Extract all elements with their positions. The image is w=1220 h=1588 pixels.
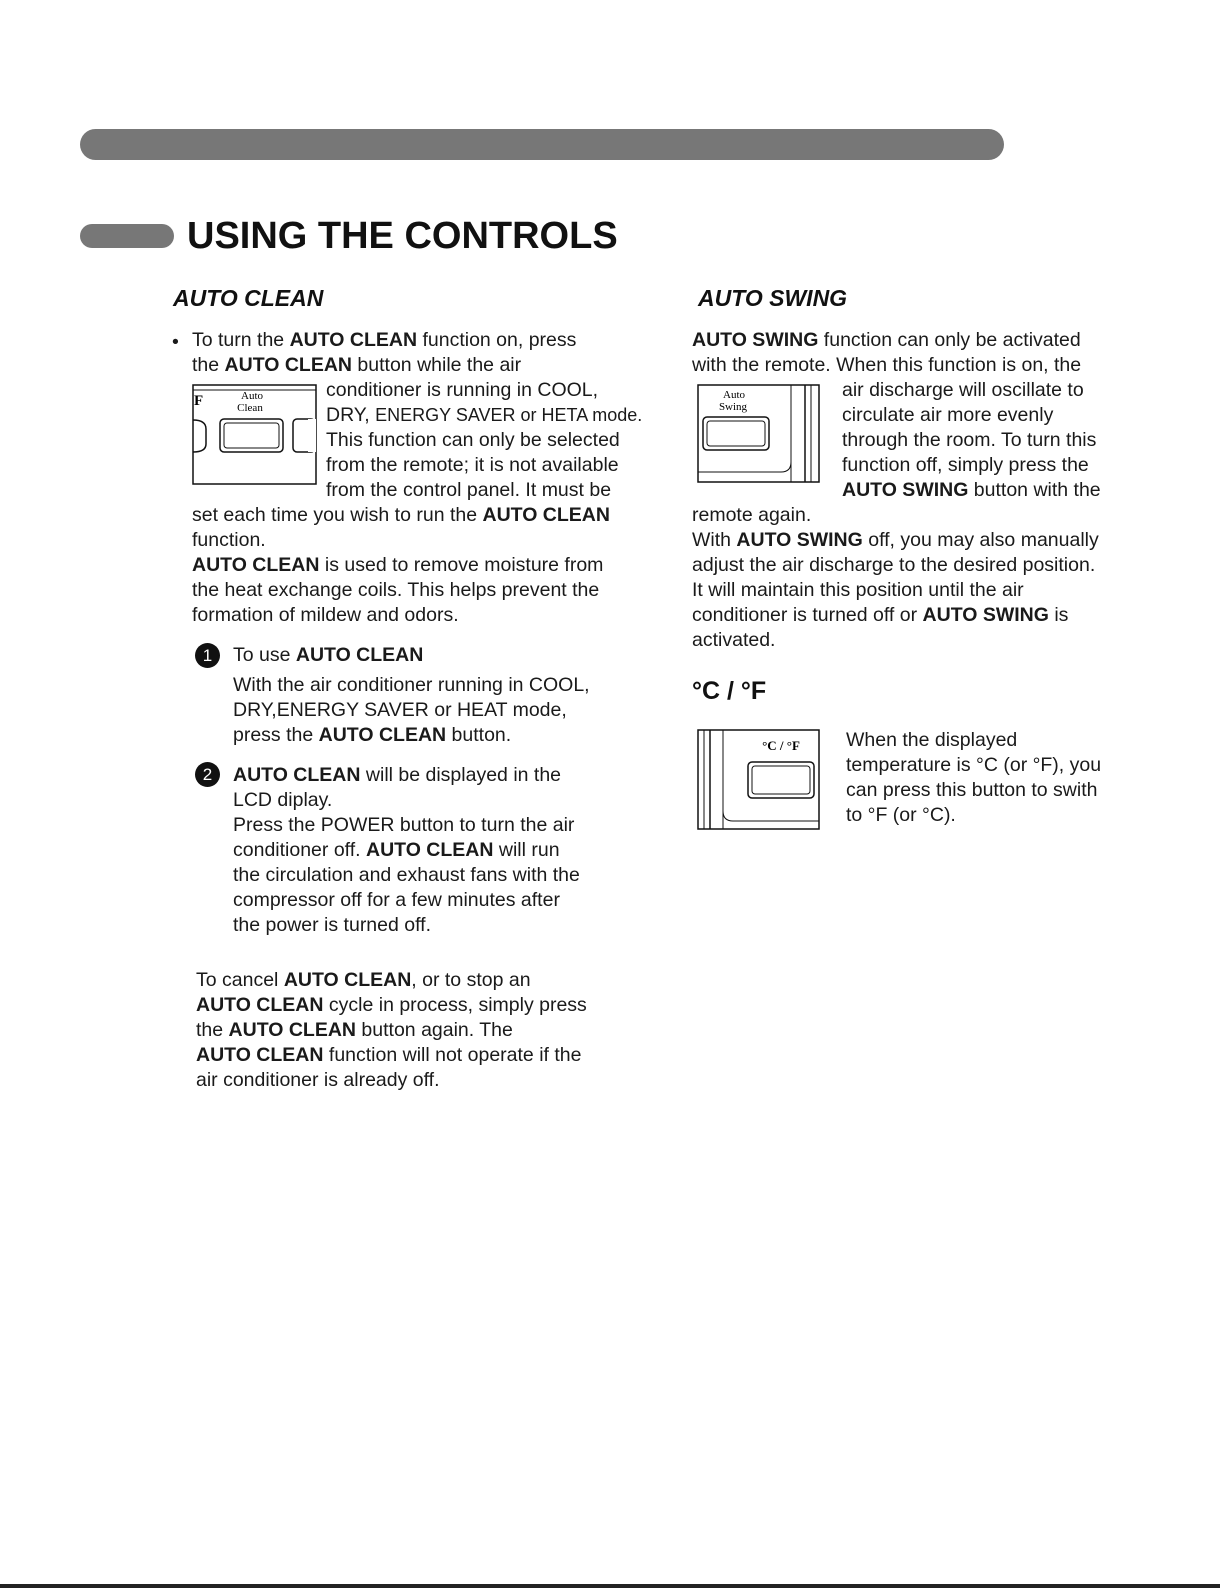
- step-2-line: the power is turned off.: [233, 914, 432, 936]
- auto-swing-line: AUTO SWING button with the: [842, 479, 1101, 501]
- auto-swing-line: adjust the air discharge to the desired position.: [692, 554, 1096, 576]
- auto-swing-line: through the room. To turn this: [842, 429, 1097, 451]
- auto-clean-intro-line: the heat exchange coils. This helps prevent the: [192, 579, 600, 601]
- cancel-line: AUTO CLEAN cycle in process, simply press: [196, 994, 587, 1016]
- svg-text:°C / °F: °C / °F: [762, 738, 800, 753]
- cf-line: to °F (or °C).: [846, 804, 956, 826]
- svg-text:Auto: Auto: [723, 389, 745, 401]
- auto-swing-line: remote again.: [692, 504, 812, 526]
- svg-text:Clean: Clean: [237, 402, 263, 414]
- auto-swing-heading: AUTO SWING: [698, 285, 848, 311]
- auto-swing-line: circulate air more evenly: [842, 404, 1054, 426]
- cancel-line: air conditioner is already off.: [196, 1069, 440, 1091]
- auto-swing-line: function off, simply press the: [842, 454, 1089, 476]
- auto-clean-intro-line: conditioner is running in COOL,: [326, 379, 599, 401]
- bullet-icon: •: [172, 331, 179, 353]
- auto-swing-line: activated.: [692, 629, 776, 651]
- cancel-line: the AUTO CLEAN button again. The: [196, 1019, 513, 1041]
- auto-clean-intro-line: function.: [192, 529, 266, 551]
- step-2-line: AUTO CLEAN will be displayed in the: [233, 764, 562, 786]
- auto-clean-intro-line: from the control panel. It must be: [326, 479, 612, 501]
- auto-clean-intro-line: set each time you wish to run the AUTO CLEAN: [192, 504, 610, 526]
- cf-button-illustration: [697, 729, 821, 831]
- title-marker: [80, 224, 174, 248]
- auto-swing-line: air discharge will oscillate to: [842, 379, 1084, 401]
- cf-heading: °C / °F: [692, 677, 767, 705]
- step-2-line: Press the POWER button to turn the air: [233, 814, 575, 836]
- header-bar: [80, 129, 1004, 160]
- step-2-line: the circulation and exhaust fans with the: [233, 864, 580, 886]
- step-2-number-badge: 2: [195, 762, 220, 787]
- step-2-line: compressor off for a few minutes after: [233, 889, 560, 911]
- auto-swing-line: conditioner is turned off or AUTO SWING is: [692, 604, 1069, 626]
- auto-swing-button-illustration: [697, 384, 821, 484]
- step-1-number-badge: 1: [195, 643, 220, 668]
- auto-clean-heading: AUTO CLEAN: [173, 285, 324, 311]
- cancel-line: To cancel AUTO CLEAN, or to stop an: [196, 969, 531, 991]
- step-1-line: press the AUTO CLEAN button.: [233, 724, 512, 746]
- cancel-line: AUTO CLEAN function will not operate if the: [196, 1044, 582, 1066]
- step-1-title: To use AUTO CLEAN: [233, 644, 424, 666]
- step-1-line: DRY,ENERGY SAVER or HEAT mode,: [233, 699, 567, 721]
- step-2-line: LCD diplay.: [233, 789, 333, 811]
- page-title: USING THE CONTROLS: [187, 215, 618, 257]
- step-1-line: With the air conditioner running in COOL,: [233, 674, 590, 696]
- cf-line: can press this button to swith: [846, 779, 1098, 801]
- step-2-line: conditioner off. AUTO CLEAN will run: [233, 839, 560, 861]
- auto-clean-intro-line: the AUTO CLEAN button while the air: [192, 354, 522, 376]
- svg-text:Auto: Auto: [241, 390, 263, 402]
- auto-swing-line: with the remote. When this function is on, the: [692, 354, 1082, 376]
- auto-clean-intro-line: This function can only be selected: [326, 429, 620, 451]
- auto-swing-line: AUTO SWING function can only be activated: [692, 329, 1081, 351]
- auto-swing-line: It will maintain this position until the air: [692, 579, 1024, 601]
- auto-clean-intro-line: DRY, ENERGY SAVER or HETA mode.: [326, 404, 643, 426]
- auto-clean-intro-line: AUTO CLEAN is used to remove moisture from: [192, 554, 604, 576]
- svg-text:Swing: Swing: [718, 401, 748, 413]
- svg-text:F: F: [194, 393, 204, 409]
- auto-clean-intro-line: formation of mildew and odors.: [192, 604, 459, 626]
- page-bottom-edge: [0, 1584, 1220, 1588]
- cf-line: When the displayed: [846, 729, 1018, 751]
- auto-clean-button-illustration: [192, 384, 318, 486]
- auto-swing-line: With AUTO SWING off, you may also manually: [692, 529, 1099, 551]
- auto-clean-intro-line: from the remote; it is not available: [326, 454, 619, 476]
- cf-line: temperature is °C (or °F), you: [846, 754, 1102, 776]
- auto-clean-intro-line: To turn the AUTO CLEAN function on, press: [192, 329, 577, 351]
